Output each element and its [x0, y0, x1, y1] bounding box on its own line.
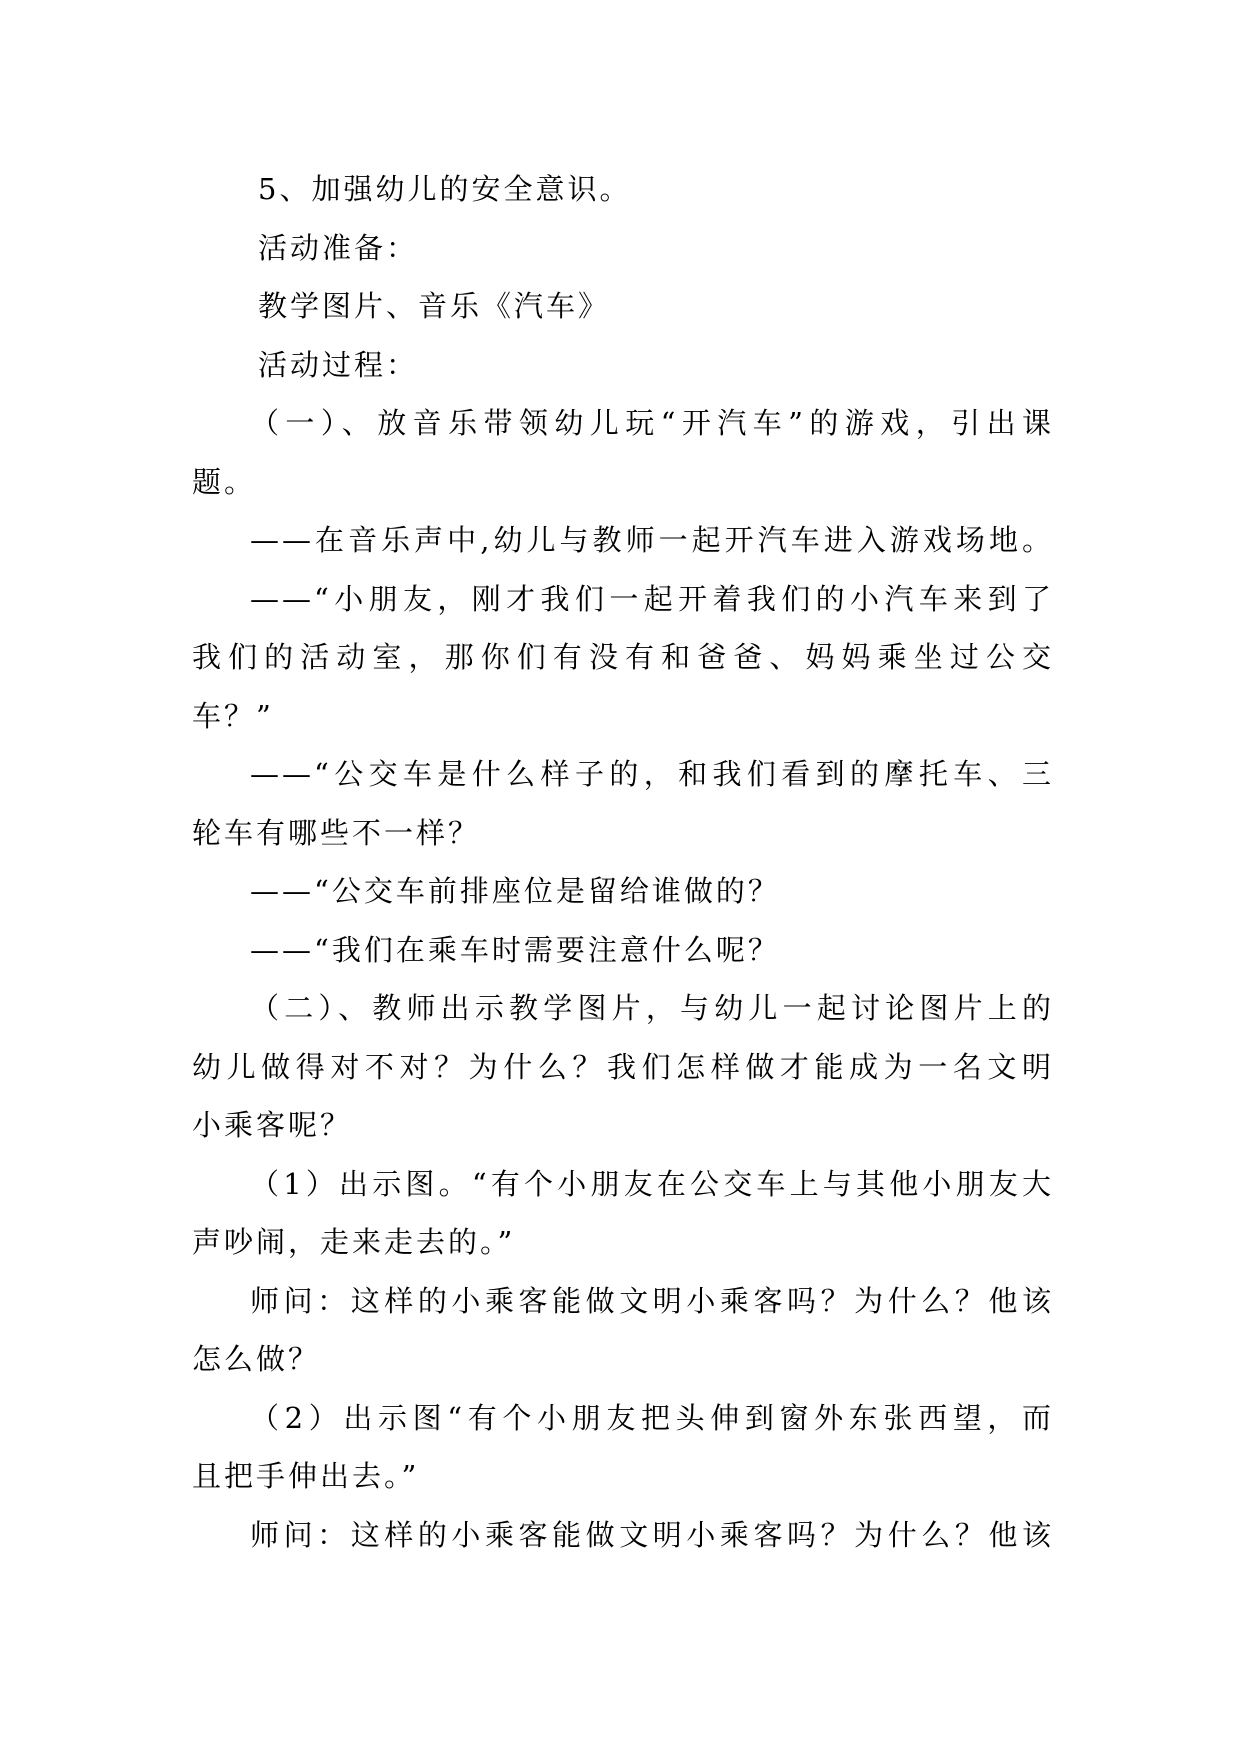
- dialogue-line: [192, 745, 1054, 862]
- text-line: 车？”: [192, 698, 274, 733]
- text-line: 教学图片、音乐《汽车》: [258, 289, 611, 323]
- text-line: （2）出示图“有个小朋友把头伸到窗外东张西望，而: [250, 1400, 1054, 1435]
- text-line: ——在音乐声中,幼儿与教师一起开汽车进入游戏场地。: [250, 523, 1054, 557]
- text-line: 师问：这样的小乘客能做文明小乘客吗？为什么？他该: [250, 1517, 1054, 1552]
- text-line: 活动准备：: [258, 230, 419, 265]
- dialogue-line: [192, 511, 1054, 570]
- text-line: 小乘客呢？: [192, 1108, 353, 1142]
- dialogue-line: [192, 921, 1054, 980]
- text-line: 轮车有哪些不一样？: [192, 815, 481, 850]
- picture-case-2: [192, 1389, 1054, 1506]
- text-line: 我们的活动室，那你们有没有和爸爸、妈妈乘坐过公交: [192, 640, 1054, 674]
- teacher-question: [192, 1272, 1054, 1389]
- text-line: （二）、教师出示教学图片，与幼儿一起讨论图片上的: [250, 991, 1054, 1025]
- text-line: ——“我们在乘车时需要注意什么呢？: [250, 932, 780, 967]
- process-step-2: [192, 979, 1054, 1155]
- text-line: ——“公交车是什么样子的，和我们看到的摩托车、三: [250, 757, 1054, 791]
- preparation-text: [192, 277, 1054, 336]
- goal-item-5: [192, 160, 1054, 219]
- text-line: 活动过程：: [258, 347, 419, 382]
- text-line: ——“小朋友，刚才我们一起开着我们的小汽车来到了: [250, 581, 1054, 616]
- process-step-1: [192, 394, 1054, 511]
- text-line: 题。: [192, 464, 257, 499]
- section-heading-preparation: [192, 219, 1054, 278]
- text-line: ——“公交车前排座位是留给谁做的？: [250, 874, 780, 908]
- text-line: （一）、放音乐带领幼儿玩“开汽车”的游戏，引出课: [250, 406, 1054, 440]
- text-line: 且把手伸出去。”: [192, 1459, 420, 1493]
- section-heading-process: [192, 336, 1054, 395]
- document-body: [192, 160, 1054, 1564]
- text-line: 师问：这样的小乘客能做文明小乘客吗？为什么？他该: [250, 1283, 1054, 1318]
- text-line: （1）出示图。“有个小朋友在公交车上与其他小朋友大: [250, 1166, 1054, 1201]
- text-line: 怎么做？: [192, 1342, 321, 1376]
- text-line: 5、加强幼儿的安全意识。: [258, 172, 632, 206]
- text-line: 幼儿做得对不对？为什么？我们怎样做才能成为一名文明: [192, 1049, 1054, 1084]
- dialogue-line: [192, 570, 1054, 746]
- text-line: 声吵闹，走来走去的。”: [192, 1225, 516, 1259]
- teacher-question: [192, 1506, 1054, 1565]
- dialogue-line: [192, 862, 1054, 921]
- picture-case-1: [192, 1155, 1054, 1272]
